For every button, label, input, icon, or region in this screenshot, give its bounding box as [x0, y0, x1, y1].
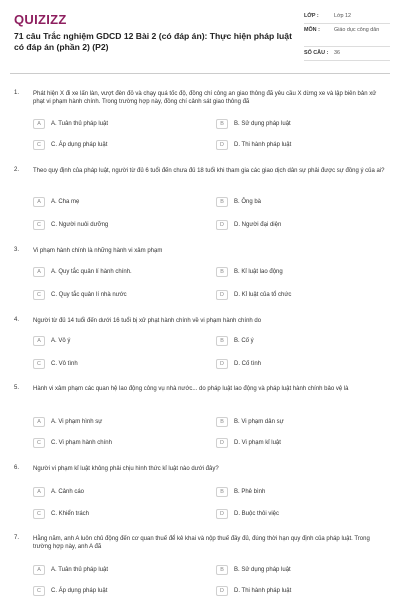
- option-letter: D: [216, 220, 228, 230]
- option-letter: B: [216, 487, 228, 497]
- question-number: 6.: [14, 465, 20, 471]
- option-letter: C: [33, 509, 45, 519]
- option-b[interactable]: [216, 195, 371, 208]
- option-b[interactable]: [216, 485, 371, 498]
- option-d[interactable]: [216, 436, 371, 449]
- option-letter: C: [33, 586, 45, 596]
- option-d[interactable]: [216, 218, 371, 231]
- option-letter: A: [33, 267, 45, 277]
- option-a[interactable]: [33, 117, 188, 130]
- header-divider: [10, 73, 390, 74]
- option-letter: D: [216, 359, 228, 369]
- meta-count-label: SỐ CÂU :: [304, 50, 329, 56]
- option-letter: D: [216, 140, 228, 150]
- question-number: 4.: [14, 317, 20, 323]
- option-letter: C: [33, 140, 45, 150]
- option-letter: A: [33, 565, 45, 575]
- option-d[interactable]: [216, 507, 371, 520]
- meta-class-row: [304, 10, 390, 24]
- option-text: A. Cha mẹ: [51, 198, 80, 205]
- meta-subject-label: MÔN :: [304, 27, 320, 33]
- meta-class-label: LỚP :: [304, 13, 319, 19]
- option-c[interactable]: [33, 288, 188, 301]
- option-d[interactable]: [216, 288, 371, 301]
- option-text: B. Kỉ luật lao động: [234, 268, 283, 275]
- option-text: D. Người đại diện: [234, 221, 282, 228]
- option-a[interactable]: [33, 265, 188, 278]
- option-letter: C: [33, 359, 45, 369]
- question-number: 5.: [14, 385, 20, 391]
- option-text: C. Vi phạm hành chính: [51, 439, 112, 446]
- option-letter: C: [33, 290, 45, 300]
- option-d[interactable]: [216, 138, 371, 151]
- question-text: Hành vi xâm phạm các quan hệ lao động công vụ nhà nước... do pháp luật lao động và pháp luật hành chính bảo vệ là: [33, 386, 349, 392]
- option-text: D. Kỉ luật của tổ chức: [234, 291, 292, 298]
- option-letter: A: [33, 336, 45, 346]
- option-text: C. Vô tình: [51, 360, 78, 367]
- option-text: B. Sử dụng pháp luật: [234, 566, 291, 573]
- option-letter: C: [33, 438, 45, 448]
- option-text: D. Buộc thôi việc: [234, 510, 280, 517]
- option-c[interactable]: [33, 218, 188, 231]
- option-b[interactable]: [216, 265, 371, 278]
- option-c[interactable]: [33, 507, 188, 520]
- option-letter: A: [33, 119, 45, 129]
- question-text: Vi phạm hành chính là những hành vi xâm phạm: [33, 248, 163, 254]
- option-text: A. Tuân thủ pháp luật: [51, 120, 109, 127]
- option-letter: B: [216, 417, 228, 427]
- option-text: C. Quy tắc quản lí nhà nước: [51, 291, 127, 298]
- option-text: C. Người nuôi dưỡng: [51, 221, 109, 228]
- option-text: A. Tuân thủ pháp luật: [51, 566, 109, 573]
- option-c[interactable]: [33, 584, 188, 597]
- option-text: B. Ông bà: [234, 198, 262, 205]
- option-text: C. Áp dụng pháp luật: [51, 141, 108, 148]
- question-number: 2.: [14, 167, 20, 173]
- option-b[interactable]: [216, 415, 371, 428]
- option-c[interactable]: [33, 436, 188, 449]
- option-text: D. Thi hành pháp luật: [234, 141, 292, 148]
- quizizz-logo: QUIZIZZ: [14, 12, 67, 27]
- option-c[interactable]: [33, 357, 188, 370]
- meta-count-value: 36: [334, 50, 340, 56]
- option-text: D. Vi phạm kỉ luật: [234, 439, 281, 446]
- option-letter: B: [216, 197, 228, 207]
- option-letter: A: [33, 197, 45, 207]
- option-letter: B: [216, 119, 228, 129]
- option-letter: A: [33, 487, 45, 497]
- option-letter: B: [216, 565, 228, 575]
- question-number: 1.: [14, 90, 20, 96]
- option-b[interactable]: [216, 563, 371, 576]
- question-number: 3.: [14, 247, 20, 253]
- option-d[interactable]: [216, 584, 371, 597]
- question-number: 7.: [14, 535, 20, 541]
- option-text: D. Thi hành pháp luật: [234, 587, 292, 594]
- option-d[interactable]: [216, 357, 371, 370]
- option-c[interactable]: [33, 138, 188, 151]
- question-text: Người từ đủ 14 tuổi đến dưới 16 tuổi bị xử phạt hành chính về vi phạm hành chính do: [33, 318, 262, 324]
- option-letter: A: [33, 417, 45, 427]
- option-letter: B: [216, 267, 228, 277]
- option-letter: D: [216, 586, 228, 596]
- question-text: Người vi phạm kỉ luật không phải chịu hình thức kỉ luật nào dưới đây?: [33, 466, 219, 472]
- option-letter: D: [216, 290, 228, 300]
- option-text: D. Cố tình: [234, 360, 262, 367]
- option-b[interactable]: [216, 334, 371, 347]
- meta-subject-value: Giáo dục công dân: [334, 27, 380, 33]
- option-a[interactable]: [33, 415, 188, 428]
- option-letter: C: [33, 220, 45, 230]
- option-text: A. Quy tắc quản lí hành chính.: [51, 268, 132, 275]
- page-title: 71 câu Trắc nghiệm GDCD 12 Bài 2 (có đáp án): Thực hiện pháp luật có đáp án (phần 2) (P2): [14, 31, 292, 52]
- option-letter: D: [216, 438, 228, 448]
- meta-class-value: Lớp 12: [334, 13, 352, 19]
- meta-count-row: [304, 47, 390, 61]
- meta-subject-row: [304, 24, 390, 47]
- option-text: B. Vi phạm dân sự: [234, 418, 284, 425]
- question-text: Hằng năm, anh A luôn chủ động đến cơ quan thuế để kê khai và nộp thuế đầy đủ, đúng thời hạn quy định của pháp luật. Trong trường hợp này, anh A đã: [33, 536, 370, 550]
- option-text: A. Vi phạm hình sự: [51, 418, 103, 425]
- option-a[interactable]: [33, 563, 188, 576]
- option-letter: D: [216, 509, 228, 519]
- option-letter: B: [216, 336, 228, 346]
- option-text: B. Cố ý: [234, 337, 254, 344]
- option-text: C. Áp dụng pháp luật: [51, 587, 108, 594]
- question-text: Theo quy định của pháp luật, người từ đủ 6 tuổi đến chưa đủ 18 tuổi khi tham gia các giao dịch dân sự phải được sự đồng ý của ai?: [33, 168, 385, 174]
- option-text: B. Phê bình: [234, 488, 266, 495]
- option-text: A. Cảnh cáo: [51, 488, 85, 495]
- question-text: Phát hiện X đi xe lấn làn, vượt đèn đỏ và chạy quá tốc độ, đồng chí công an giao thông đã yêu cầu X dừng xe và lập biên bản xử phạt vi phạm hành chính. Trong trường hợp này, đồng chí cảnh sát giao thông đã: [33, 91, 377, 105]
- option-text: A. Vô ý: [51, 337, 71, 344]
- option-a[interactable]: [33, 485, 188, 498]
- option-a[interactable]: [33, 334, 188, 347]
- option-text: B. Sử dụng pháp luật: [234, 120, 291, 127]
- option-text: C. Khiển trách: [51, 510, 90, 517]
- option-a[interactable]: [33, 195, 188, 208]
- option-b[interactable]: [216, 117, 371, 130]
- worksheet-meta: [304, 10, 390, 61]
